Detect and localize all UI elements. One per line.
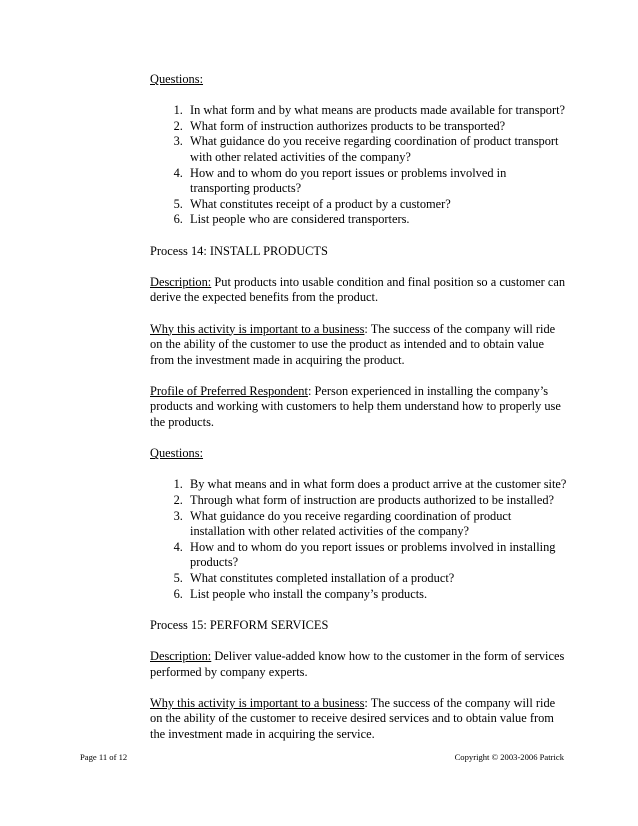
question-item: 1. By what means and in what form does a product arrive at the customer site?: [186, 477, 568, 493]
question-item: 2. Through what form of instruction are products authorized to be installed?: [186, 493, 568, 509]
process-15-title: Process 15: PERFORM SERVICES: [150, 617, 329, 632]
process-14-description: Description: Put products into usable condition and final position so a customer can derive the expected benefits from the product.: [150, 274, 566, 305]
question-item: 3. What guidance do you receive regarding coordination of product transport with other related activities of the company?: [186, 134, 568, 165]
copyright-notice: Copyright © 2003-2006 Patrick: [454, 752, 564, 762]
question-item: 2. What form of instruction authorizes products to be transported?: [186, 119, 568, 135]
questions-heading: Questions:: [150, 446, 204, 461]
question-item: 3. What guidance do you receive regarding coordination of product installation with other related activities of the company?: [186, 509, 568, 540]
process-15-description: Description: Deliver value-added know how to the customer in the form of services performed by company experts.: [150, 648, 565, 679]
process-14-title: Process 14: INSTALL PRODUCTS: [150, 243, 328, 258]
process-15-importance: Why this activity is important to a business: The success of the company will ride on the ability of the customer to receive desired services and to obtain value from the investment made in acquiring the service.: [150, 695, 556, 741]
document-body: [150, 72, 568, 758]
question-item: 4. How and to whom do you report issues or problems involved in transporting products?: [186, 166, 568, 197]
questions-list: [150, 103, 568, 228]
process-14-importance: Why this activity is important to a business: The success of the company will ride on the ability of the customer to use the product as intended and to obtain value from the investment made in acquiring the product.: [150, 321, 556, 367]
page-number: Page 11 of 12: [80, 752, 128, 762]
questions-heading: Questions:: [150, 72, 204, 86]
question-item: 6. List people who are considered transporters.: [186, 212, 568, 228]
question-item: 5. What constitutes receipt of a product by a customer?: [186, 197, 568, 213]
question-item: 5. What constitutes completed installation of a product?: [186, 571, 568, 587]
question-item: 4. How and to whom do you report issues or problems involved in installing products?: [186, 540, 568, 571]
questions-list: [150, 477, 568, 602]
process-14-profile: Profile of Preferred Respondent: Person experienced in installing the company’s products and working with customers to help them understand how to properly use the products.: [150, 383, 561, 430]
question-item: 1. In what form and by what means are products made available for transport?: [186, 103, 568, 119]
question-item: 6. List people who install the company’s products.: [186, 587, 568, 603]
